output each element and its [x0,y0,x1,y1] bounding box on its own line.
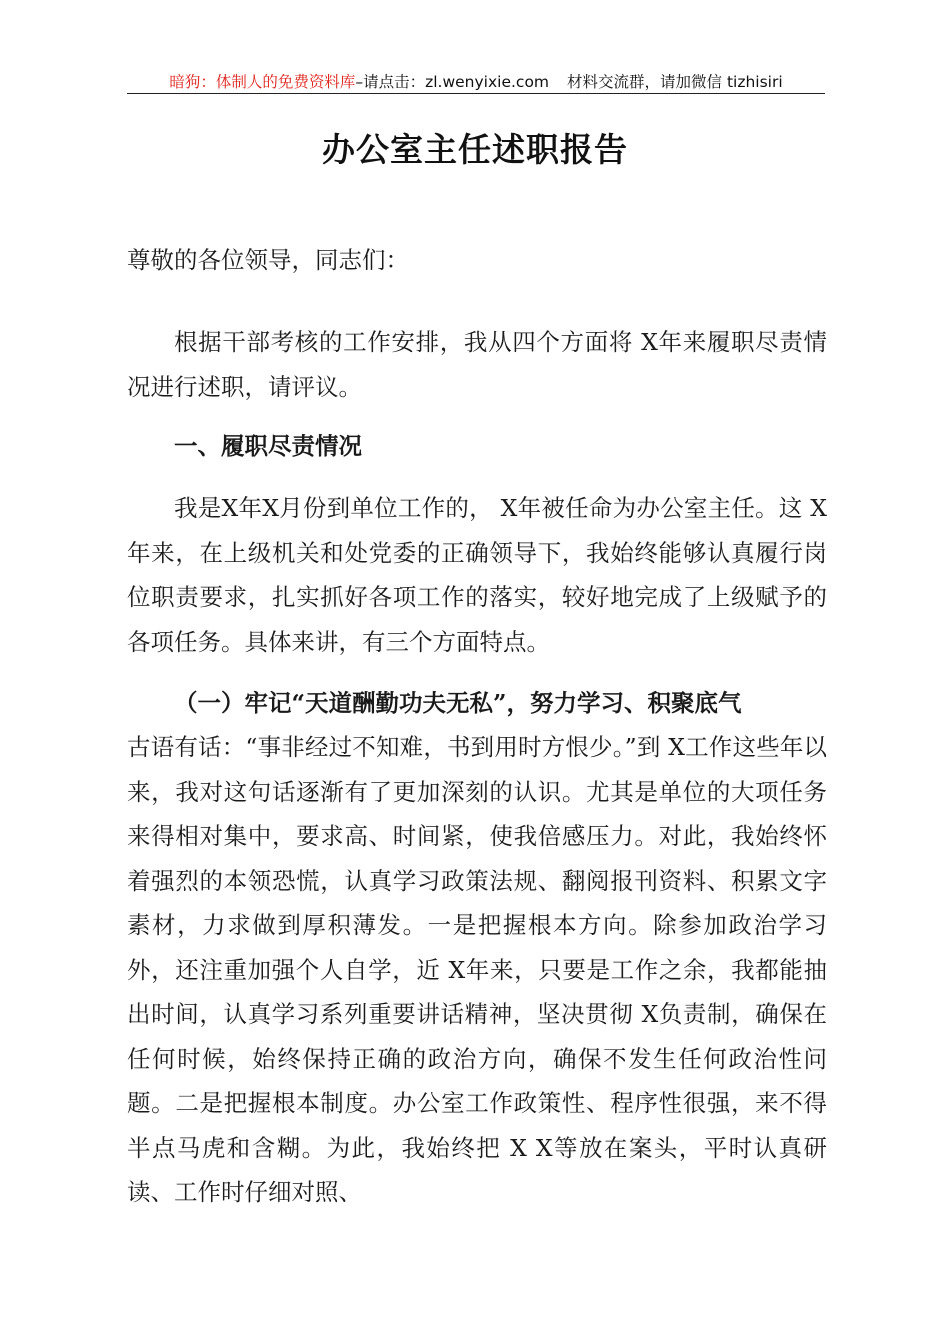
document-title: 办公室主任述职报告 [322,130,628,169]
section-paragraph: 我是X年X月份到单位工作的， X年被任命为办公室主任。这 X年来，在上级机关和处党委的正确领导下，我始终能够认真履行岗位职责要求，扎实抓好各项工作的落实，较好地完成了上级赋予的各项任务。具体来讲，有三个方面特点。 [127,494,827,656]
salutation: 尊敬的各位领导，同志们： [127,246,409,274]
promo-url-link[interactable]: zl.wenyixie.com [425,73,550,91]
promo-click-prompt: –请点击： [355,73,426,91]
promo-site-name: 暗狗：体制人的免费资料库 [169,73,356,91]
subsection-paragraph: 古语有话：“事非经过不知难，书到用时方恨少。”到 X工作这些年以来，我对这句话逐渐有了更加深刻的认识。尤其是单位的大项任务来得相对集中，要求高、时间紧，使我倍感压力。对此，我始终怀着强烈的本领恐慌，认真学习政策法规、翻阅报刊资料、积累文字素材，力求做到厚积薄发。一是把握根本方向。除参加政治学习外，还注重加强个人自学，近 X年来，只要是工作之余，我都能抽出时间，认真学习系列重要讲话精神，坚决贯彻 X负责制，确保在任何时候，始终保持正确的政治方向，确保不发生任何政治性问题。二是把握根本制度。办公室工作政策性、程序性很强，来不得半点马虎和含糊。为此，我始终把 X X等放在案头，平时认真研读、工作时仔细对照、 [127,733,827,1206]
promo-group-note: 材料交流群，请加微信 tizhisiri [567,73,783,91]
subsection-heading: （一）牢记“天道酬勤功夫无私”，努力学习、积聚底气 [174,689,742,717]
intro-paragraph: 根据干部考核的工作安排，我从四个方面将 X年来履职尽责情况进行述职，请评议。 [127,328,827,401]
section-heading: 一、履职尽责情况 [174,432,362,460]
header-divider [127,93,825,94]
promo-header [127,70,825,92]
